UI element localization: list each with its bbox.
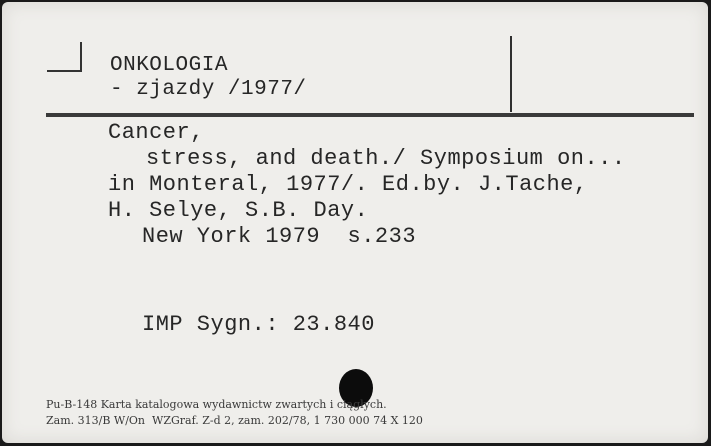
card-imprint-line-1: Pu-B-148 Karta katalogowa wydawnictw zwartych i ciągłych. — [46, 398, 387, 411]
entry-line-5: New York 1979 s.233 — [142, 224, 417, 249]
entry-line-3: in Monteral, 1977/. Ed.by. J.Tache, — [108, 172, 588, 197]
entry-line-4: H. Selye, S.B. Day. — [108, 198, 369, 223]
entry-line-2: stress, and death./ Symposium on... — [146, 146, 626, 171]
entry-line-1: Cancer, — [108, 120, 204, 145]
header-horizontal-rule — [46, 113, 694, 117]
subject-subdivision: - zjazdy /1977/ — [110, 78, 307, 101]
header-vertical-rule — [510, 36, 512, 112]
catalog-card — [2, 2, 708, 443]
subject-heading: ONKOLOGIA — [110, 54, 228, 77]
corner-tick-horizontal — [47, 70, 81, 72]
card-imprint-line-2: Zam. 313/B W/On WZGraf. Z-d 2, zam. 202/78, 1 730 000 74 X 120 — [46, 414, 423, 427]
corner-tick-vertical — [80, 42, 82, 72]
call-number: IMP Sygn.: 23.840 — [142, 312, 375, 337]
